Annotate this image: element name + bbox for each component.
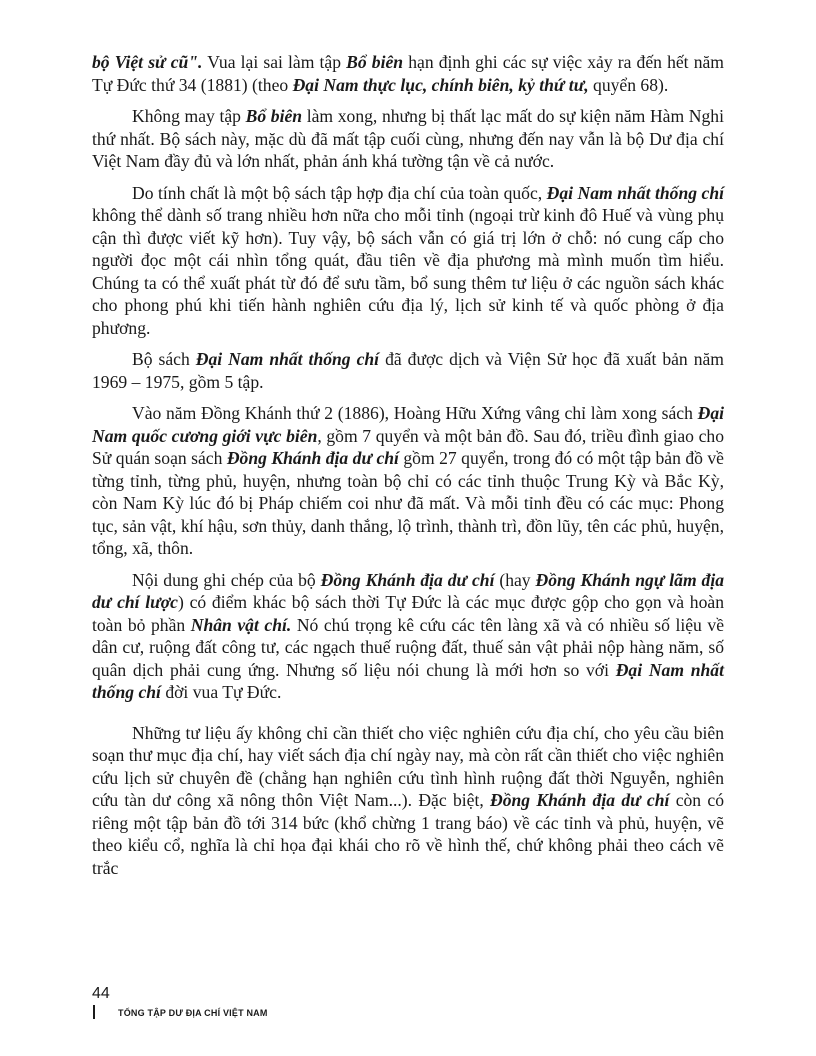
text-run: quyển 68). [588, 74, 669, 95]
emphasized-title: Đại Nam nhất thống chí [195, 349, 380, 369]
emphasized-title: Đại Nam thực lục, chính biên, kỷ thứ tư, [292, 74, 589, 95]
text-run: ) có điểm khác bộ sách thời Tự Đức là các mục được gộp cho gọn và hoàn toàn bỏ phần [92, 592, 724, 635]
paragraph-6 [92, 569, 724, 704]
paragraph-7 [92, 722, 724, 880]
emphasized-title: Đồng Khánh địa dư chí [226, 448, 399, 468]
text-run: Do tính chất là một bộ sách tập hợp địa chí của toàn quốc, [132, 182, 547, 203]
text-run: Bộ sách [132, 349, 196, 369]
page-footer [92, 985, 268, 1018]
text-run: Vua lại sai làm tập [202, 52, 347, 72]
paragraph-4 [92, 348, 724, 393]
paragraph-5 [92, 402, 724, 560]
emphasized-title: Đồng Khánh ngự lãm địa dư chí lược [92, 569, 724, 612]
paragraph-2 [92, 105, 724, 173]
text-run: Nội dung ghi chép của bộ [132, 569, 321, 590]
emphasized-title: Bổ biên [245, 106, 303, 126]
emphasized-title: Đồng Khánh địa dư chí [490, 790, 670, 810]
text-run: Nó chú trọng kê cứu các tên làng xã và có nhiều số liệu về dân cư, ruộng đất công tư, các ngạch thuế ruộng đất, thuế sản vật phải nộp hàng năm, số quân dịch phải cung ứng. Nhưng số liệu nói chung là mới hơn so với [92, 614, 725, 680]
paragraph-3 [92, 182, 724, 340]
text-run: đã được dịch và Viện Sử học đã xuất bản năm 1969 – 1975, gồm 5 tập. [92, 349, 724, 392]
text-run: đời vua Tự Đức. [160, 682, 282, 702]
paragraph-1 [92, 51, 724, 96]
text-run: Vào năm Đồng Khánh thứ 2 (1886), Hoàng Hữu Xứng vâng chỉ làm xong sách [132, 403, 698, 423]
text-run: gồm 27 quyển, trong đó có một tập bản đồ về từng tỉnh, từng phủ, huyện, nhưng toàn bộ chỉ có các tỉnh thuộc Trung Kỳ và Bắc Kỳ, còn Nam Kỳ lúc đó bị Pháp chiếm coi như đã mất. Và mỗi tỉnh đều có các mục: Phong tục, sản vật, khí hậu, sơn thủy, danh thắng, lộ trình, thành trì, đồn lũy, tên các phủ, huyện, tổng, xã, thôn. [92, 448, 724, 558]
text-run: làm xong, nhưng bị thất lạc mất do sự kiện năm Hàm Nghi thứ nhất. Bộ sách này, mặc dù đã mất tập cuối cùng, nhưng đến nay vẫn là bộ Dư địa chí Việt Nam đầy đủ và lớn nhất, phản ánh khá tường tận về cả nước. [92, 106, 724, 171]
page-body [92, 51, 724, 888]
text-run: không thể dành số trang nhiều hơn nữa cho mỗi tỉnh (ngoại trừ kinh đô Huế và vùng phụ cận thì được viết kỹ hơn). Tuy vậy, bộ sách vẫn có giá trị lớn ở chỗ: nó cung cấp cho người đọc một cái nhìn tổng quát, đầu tiên về địa phương mà mình muốn tìm hiểu. Chúng ta có thể xuất phát từ đó để sưu tầm, bổ sung thêm tư liệu ở các nguồn sách khác cho phong phú khi tiến hành nghiên cứu địa lý, lịch sử kinh tế và quốc phòng ở địa phương. [92, 205, 724, 338]
emphasized-title: Đại Nam quốc cương giới vực biên [92, 403, 724, 446]
running-book-title: TỔNG TẬP DƯ ĐỊA CHÍ VIỆT NAM [118, 1008, 268, 1018]
text-run: hạn định ghi các sự việc xảy ra đến hết năm Tự Đức thứ 34 (1881) (theo [92, 52, 724, 95]
footer-divider [93, 1005, 95, 1019]
page-number: 44 [92, 985, 110, 1002]
emphasized-title: Nhân vật chí. [190, 614, 292, 635]
text-run: Không may tập [132, 106, 246, 126]
emphasized-title: Đồng Khánh địa dư chí [320, 569, 495, 590]
text-run: còn có riêng một tập bản đồ tới 314 bức (khổ chừng 1 trang báo) về các tỉnh và phủ, huyện, vẽ theo kiểu cổ, nghĩa là chỉ họa đại khái cho rõ về hình thế, chứ không phải theo cách vẽ trắc [92, 790, 724, 878]
text-run: (hay [494, 569, 536, 590]
text-run: Những tư liệu ấy không chỉ cần thiết cho việc nghiên cứu địa chí, cho yêu cầu biên soạn thư mục địa chí, hay viết sách địa chí ngày nay, mà còn rất cần thiết cho việc nghiên cứu lịch sử chuyên đề (chẳng hạn nghiên cứu tình hình ruộng đất thời Nguyễn, nghiên cứu tàn dư công xã nông thôn Việt Nam...). Đặc biệt, [92, 722, 724, 810]
emphasized-title: bộ Việt sử cũ". [92, 52, 203, 72]
text-run: , gồm 7 quyển và một bản đồ. Sau đó, triều đình giao cho Sử quán soạn sách [92, 425, 724, 468]
emphasized-title: Đại Nam nhất thống chí [546, 182, 725, 203]
emphasized-title: Đại Nam nhất thống chí [92, 659, 724, 702]
emphasized-title: Bổ biên [346, 52, 404, 72]
